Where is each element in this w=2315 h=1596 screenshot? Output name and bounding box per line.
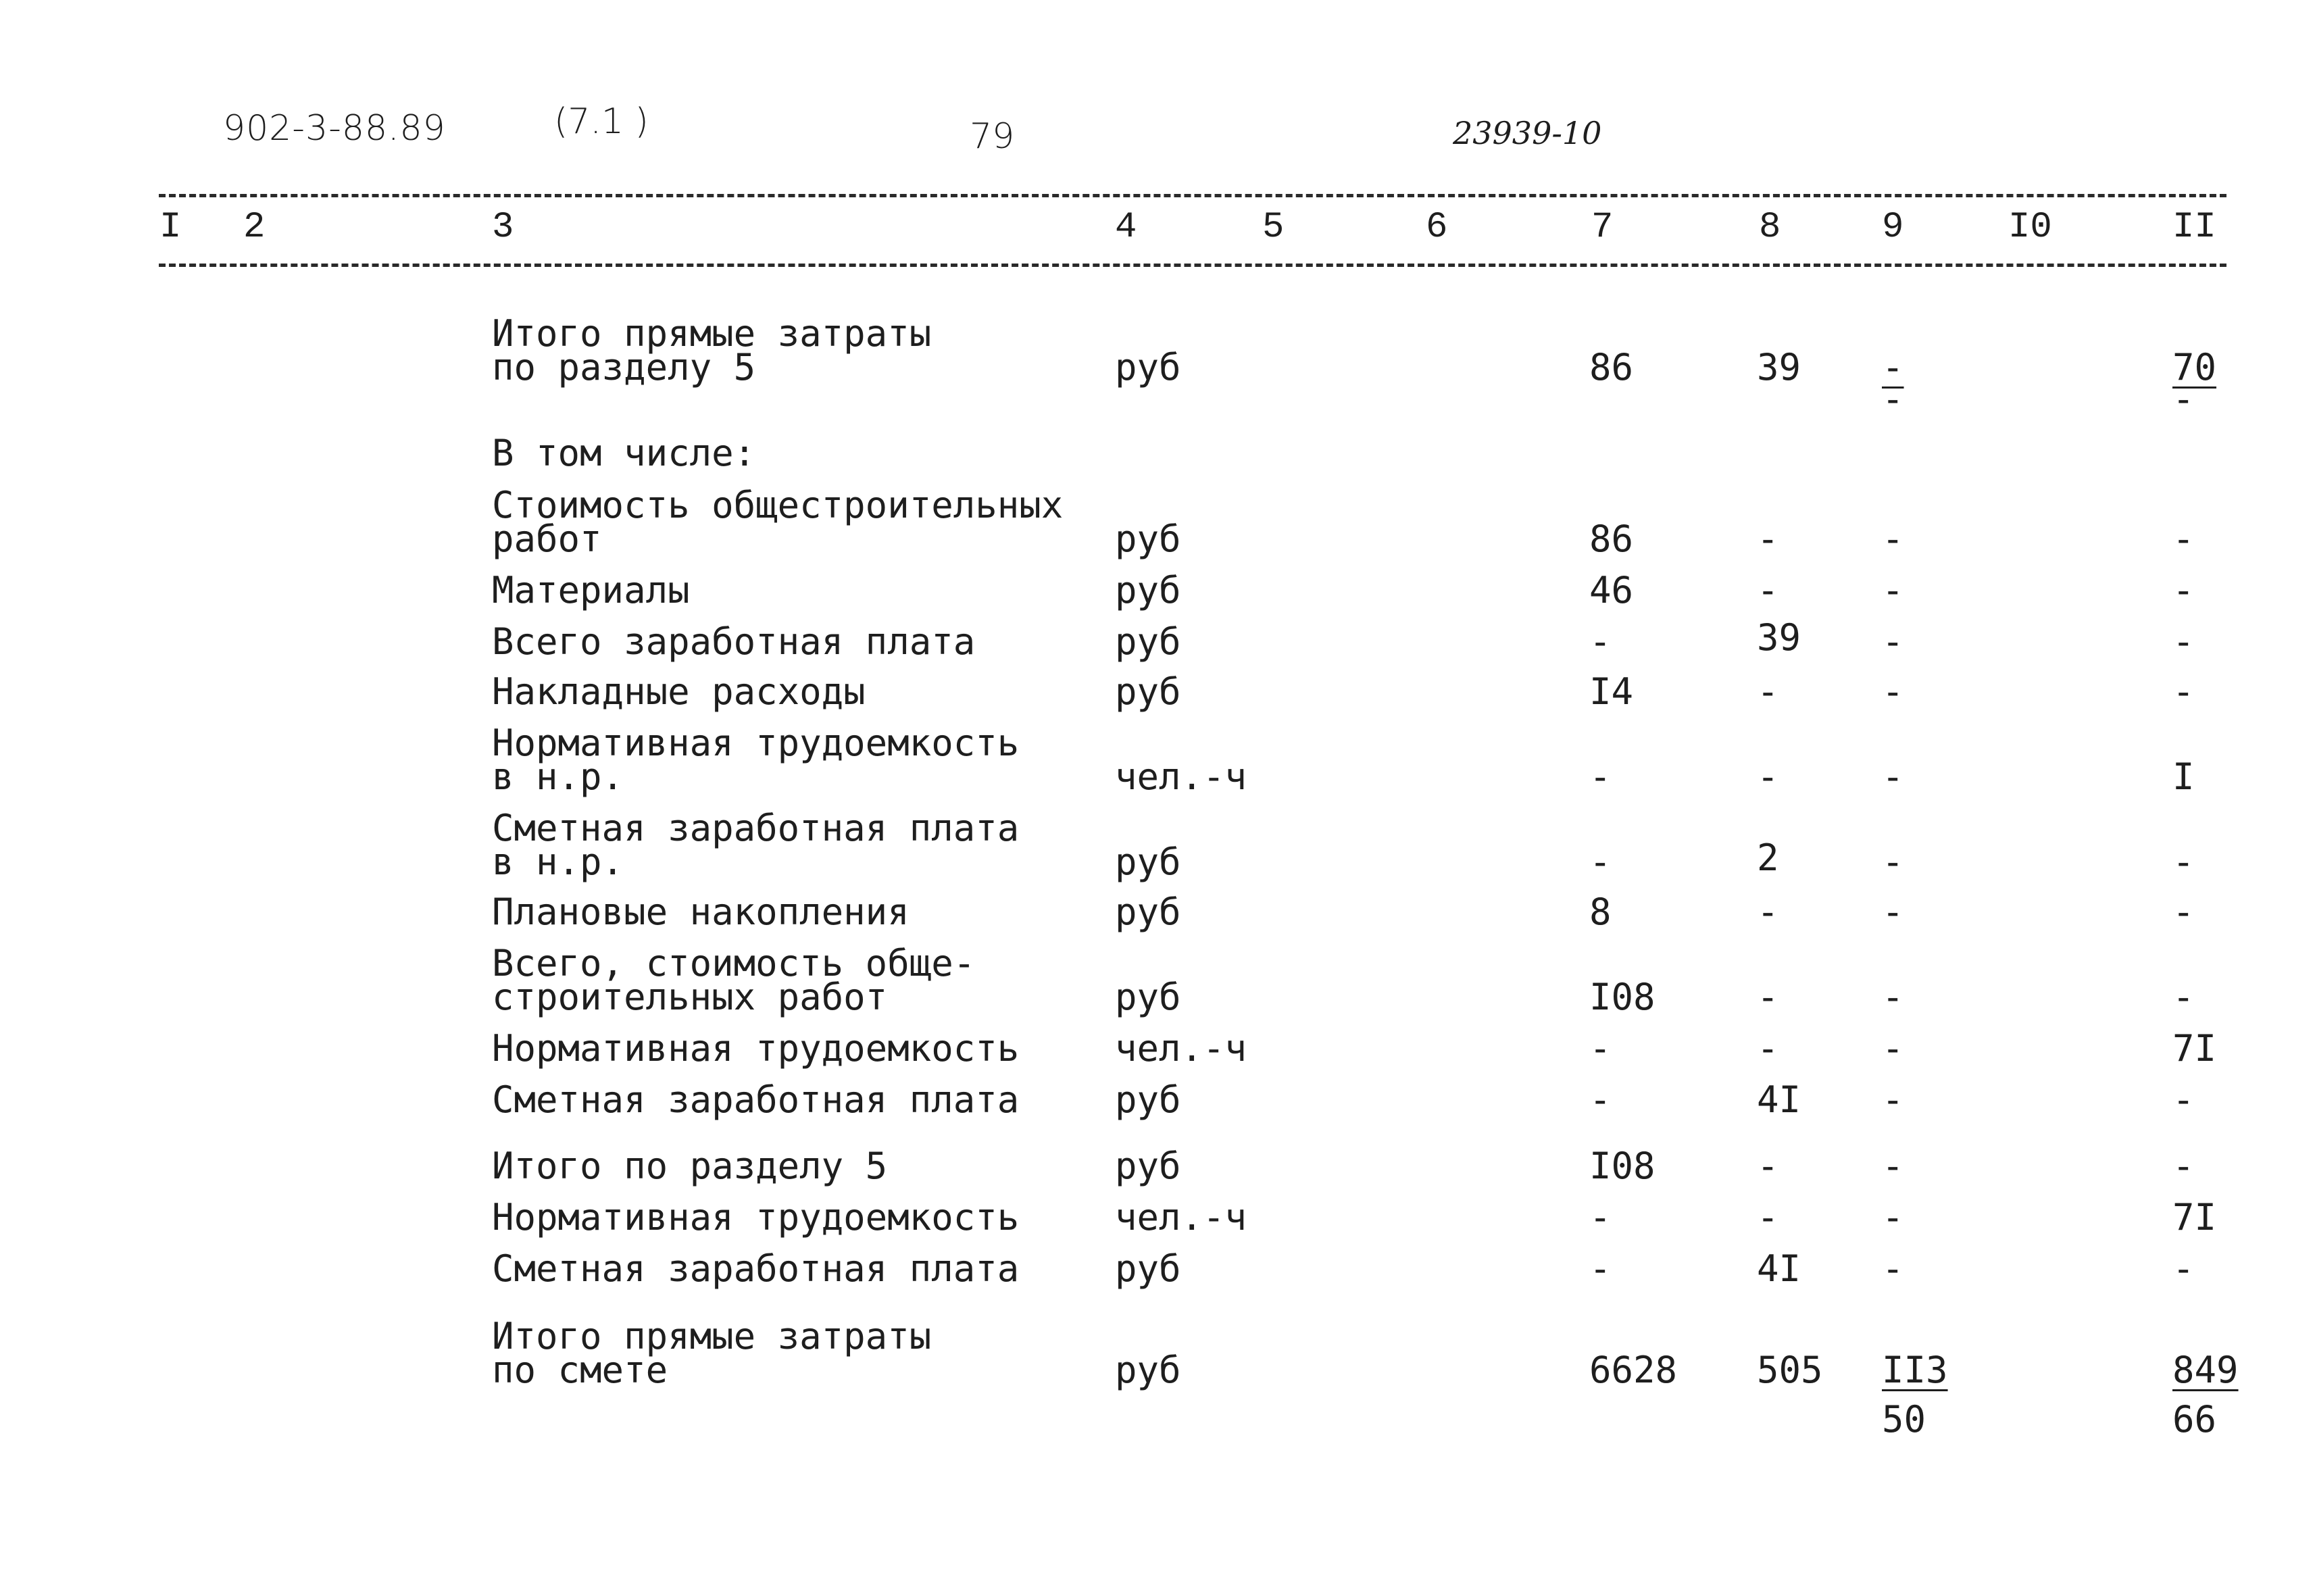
row-unit: чел.-ч [1115, 755, 1247, 798]
row-value-col9: - [1882, 1078, 1904, 1121]
row-value-col9: - [1882, 976, 1904, 1018]
row-value-col11: - [2172, 1145, 2195, 1187]
row-value-col9: - [1882, 891, 1904, 933]
row-value-col9: - [1882, 346, 1904, 389]
row-name: Сметная заработная плата [492, 807, 1020, 849]
column-number-5: 5 [1262, 207, 1285, 248]
row-name: Итого по разделу 5 [492, 1145, 888, 1187]
row-name: строительных работ [492, 976, 888, 1018]
row-value-col7: 6628 [1589, 1349, 1678, 1391]
row-value-col7: I4 [1589, 670, 1634, 713]
column-number-2: 2 [243, 207, 266, 248]
row-value-col7: 86 [1589, 346, 1634, 389]
column-number-3: 3 [492, 207, 514, 248]
row-value-col7: - [1589, 841, 1612, 883]
row-unit: руб [1115, 1247, 1181, 1290]
row-name: по разделу 5 [492, 346, 756, 389]
column-number-6: 6 [1426, 207, 1448, 248]
row-name: Стоимость общестроительных [492, 484, 1064, 526]
row-value-col8: - [1757, 755, 1779, 798]
row-value-col9: - [1882, 1196, 1904, 1239]
row-value-col7: - [1589, 1247, 1612, 1290]
column-number-1: I [159, 207, 182, 248]
row-value-col11: 70 [2172, 346, 2217, 389]
row-value-col7: - [1589, 1196, 1612, 1239]
row-value-col8: - [1757, 1027, 1779, 1070]
row-unit: чел.-ч [1115, 1196, 1247, 1239]
row-value-col7: 46 [1589, 569, 1634, 612]
row-value-col8: - [1757, 518, 1779, 560]
row-value-col7: I08 [1589, 1145, 1656, 1187]
row-value-col8: - [1757, 670, 1779, 713]
row-name: Всего, стоимость обще- [492, 942, 976, 984]
row-value-col11: I [2172, 755, 2195, 798]
row-name: Плановые накопления [492, 891, 910, 933]
row-unit: руб [1115, 518, 1181, 560]
row-value-col11: 7I [2172, 1196, 2217, 1239]
row-value-col8: - [1757, 1196, 1779, 1239]
row-name: В том числе: [492, 432, 756, 474]
column-number-4: 4 [1115, 207, 1137, 248]
bottom-dashed-rule [159, 264, 2226, 267]
row-value-col9: - [1882, 755, 1904, 798]
inventory-number: 23939-10 [1453, 115, 1602, 151]
row-value-col11: - [2172, 569, 2195, 612]
row-name: Накладные расходы [492, 670, 866, 713]
row-value-col9: - [1882, 1027, 1904, 1070]
row-name: Итого прямые затраты [492, 1315, 932, 1357]
row-value-col11: 7I [2172, 1027, 2217, 1070]
row-name: Нормативная трудоемкость [492, 1027, 1020, 1070]
row-value-col9: - [1882, 1145, 1904, 1187]
row-name: Нормативная трудоемкость [492, 1196, 1020, 1239]
row-value-col7: I08 [1589, 976, 1656, 1018]
row-unit: чел.-ч [1115, 1027, 1247, 1070]
row-value-col11: - [2172, 518, 2195, 560]
row-unit: руб [1115, 1078, 1181, 1121]
row-value-col7: - [1589, 1078, 1612, 1121]
row-value-col11: 849 [2172, 1349, 2239, 1391]
row-value-col9: - [1882, 620, 1904, 663]
row-value-col11: - [2172, 891, 2195, 933]
row-value-col11-sub: - [2172, 378, 2195, 420]
row-unit: руб [1115, 1349, 1181, 1391]
row-value-col9: - [1882, 841, 1904, 883]
column-number-9: 9 [1882, 207, 1904, 248]
row-value-col9: II3 [1882, 1349, 1948, 1391]
row-name: Материалы [492, 569, 690, 612]
row-value-col11: - [2172, 620, 2195, 663]
column-number-10: I0 [2008, 207, 2052, 248]
row-value-col11: - [2172, 841, 2195, 883]
row-unit: руб [1115, 620, 1181, 663]
column-number-8: 8 [1759, 207, 1781, 248]
row-name: Всего заработная плата [492, 620, 976, 663]
row-value-col7: 8 [1589, 891, 1612, 933]
row-name: в н.р. [492, 841, 624, 883]
row-name: в н.р. [492, 755, 624, 798]
row-value-col9: - [1882, 670, 1904, 713]
row-unit: руб [1115, 891, 1181, 933]
row-value-col11: - [2172, 1247, 2195, 1290]
row-unit: руб [1115, 346, 1181, 389]
row-name: Сметная заработная плата [492, 1247, 1020, 1290]
row-value-col11: - [2172, 976, 2195, 1018]
row-value-col8: 39 [1757, 346, 1801, 389]
row-value-col8: 2 [1757, 837, 1779, 879]
row-value-col8: - [1757, 891, 1779, 933]
row-value-col9: - [1882, 569, 1904, 612]
row-name: Нормативная трудоемкость [492, 722, 1020, 764]
row-name: работ [492, 518, 602, 560]
row-value-col7: 86 [1589, 518, 1634, 560]
row-unit: руб [1115, 569, 1181, 612]
row-value-col8: - [1757, 976, 1779, 1018]
row-unit: руб [1115, 976, 1181, 1018]
row-value-col7: - [1589, 1027, 1612, 1070]
row-value-col8: - [1757, 569, 1779, 612]
row-name: Итого прямые затраты [492, 312, 932, 355]
row-value-col9: - [1882, 1247, 1904, 1290]
document-code: 902-3-88.89 [223, 108, 446, 149]
row-value-col8: 4I [1757, 1078, 1801, 1121]
column-number-7: 7 [1591, 207, 1614, 248]
row-value-col8: 4I [1757, 1247, 1801, 1290]
column-number-11: II [2172, 207, 2216, 248]
row-unit: руб [1115, 1145, 1181, 1187]
row-value-col9: - [1882, 518, 1904, 560]
row-value-col9-sub: - [1882, 378, 1904, 420]
row-name: по смете [492, 1349, 668, 1391]
page-number: 79 [970, 116, 1015, 157]
row-unit: руб [1115, 841, 1181, 883]
document-subcode: (7.1 ) [554, 101, 649, 142]
row-unit: руб [1115, 670, 1181, 713]
row-value-col7: - [1589, 755, 1612, 798]
row-value-col8: 505 [1757, 1349, 1823, 1391]
row-value-col11: - [2172, 670, 2195, 713]
row-name: Сметная заработная плата [492, 1078, 1020, 1121]
top-dashed-rule [159, 194, 2226, 197]
row-value-col9-sub: 50 [1882, 1398, 1926, 1441]
row-value-col11-sub: 66 [2172, 1398, 2217, 1441]
row-value-col11: - [2172, 1078, 2195, 1121]
row-value-col7: - [1589, 620, 1612, 663]
row-value-col8: 39 [1757, 616, 1801, 659]
row-value-col8: - [1757, 1145, 1779, 1187]
